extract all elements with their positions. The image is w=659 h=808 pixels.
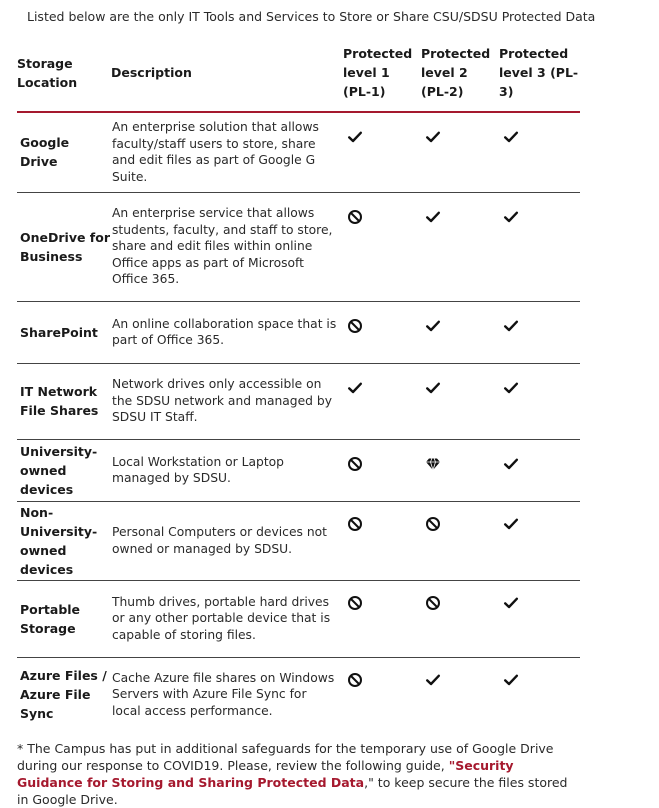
- table-row: [17, 439, 580, 501]
- storage-location: Non-University-owned devices: [20, 504, 98, 577]
- header-description: Description: [111, 65, 192, 80]
- ban-icon: [347, 318, 363, 334]
- footnote-text: * The Campus has put in additional safeguards for the temporary use of Google Drive during our response to COVID19. Please, review the following guide,: [17, 741, 554, 773]
- check-icon: [503, 129, 519, 145]
- ban-icon: [347, 672, 363, 688]
- storage-location: Portable Storage: [20, 601, 81, 636]
- storage-location: IT Network File Shares: [20, 384, 99, 418]
- check-icon: [503, 380, 519, 396]
- table-row: [17, 657, 580, 731]
- storage-location: SharePoint: [20, 324, 98, 340]
- table-row: [17, 301, 580, 363]
- check-icon: [503, 595, 519, 611]
- check-icon: [503, 516, 519, 532]
- table-row: [17, 363, 580, 439]
- storage-location: Google Drive: [20, 135, 70, 170]
- storage-location: University-owned devices: [20, 443, 98, 497]
- storage-table: [17, 40, 580, 731]
- storage-description: An online collaboration space that is part of Office 365.: [112, 316, 337, 347]
- storage-location: OneDrive for Business: [20, 229, 110, 264]
- storage-description: Network drives only accessible on the SDSU network and managed by SDSU IT Staff.: [112, 377, 332, 425]
- ban-icon: [347, 456, 363, 472]
- check-icon: [425, 380, 441, 396]
- footnote-text-end: ," to keep secure the files stored in Google Drive.: [17, 775, 568, 807]
- table-row: [17, 192, 580, 301]
- storage-description: An enterprise service that allows students, faculty, and staff to store, share and edit files within online Office apps as part of Microsoft Office 365.: [112, 206, 333, 287]
- storage-description: An enterprise solution that allows faculty/staff users to store, share and edit files as part of Google G Suite.: [112, 120, 319, 184]
- security-guidance-link[interactable]: "Security Guidance for Storing and Sharing Protected Data: [17, 758, 514, 790]
- header-pl3: Protected level 3 (PL-3): [499, 46, 579, 99]
- table-row: [17, 580, 580, 657]
- table-body: [17, 112, 580, 731]
- table-caption: Listed below are the only IT Tools and Services to Store or Share CSU/SDSU Protected Data: [27, 9, 596, 24]
- ban-icon: [347, 595, 363, 611]
- check-icon: [347, 129, 363, 145]
- header-pl1: Protected level 1 (PL-1): [343, 46, 413, 99]
- footnote: [17, 740, 577, 808]
- check-icon: [503, 456, 519, 472]
- check-icon: [425, 318, 441, 334]
- check-icon: [425, 129, 441, 145]
- header-storage-location: Storage Location: [17, 55, 78, 90]
- ban-icon: [347, 209, 363, 225]
- table-row: [17, 112, 580, 192]
- check-icon: [503, 209, 519, 225]
- check-icon: [425, 209, 441, 225]
- storage-description: Thumb drives, portable hard drives or any other portable device that is capable of storing files.: [112, 594, 331, 642]
- check-icon: [347, 380, 363, 396]
- check-icon: [425, 672, 441, 688]
- storage-description: Personal Computers or devices not owned or managed by SDSU.: [112, 525, 327, 556]
- storage-location: Azure Files / Azure File Sync: [20, 667, 107, 721]
- check-icon: [503, 672, 519, 688]
- table-header-row: [17, 40, 580, 112]
- storage-description: Cache Azure file shares on Windows Servers with Azure File Sync for local access performance.: [112, 670, 335, 718]
- ban-icon: [425, 595, 441, 611]
- gem-icon: [425, 456, 441, 472]
- storage-description: Local Workstation or Laptop managed by SDSU.: [112, 454, 284, 485]
- check-icon: [503, 318, 519, 334]
- header-pl2: Protected level 2 (PL-2): [421, 46, 491, 99]
- table-row: [17, 501, 580, 580]
- ban-icon: [347, 516, 363, 532]
- ban-icon: [425, 516, 441, 532]
